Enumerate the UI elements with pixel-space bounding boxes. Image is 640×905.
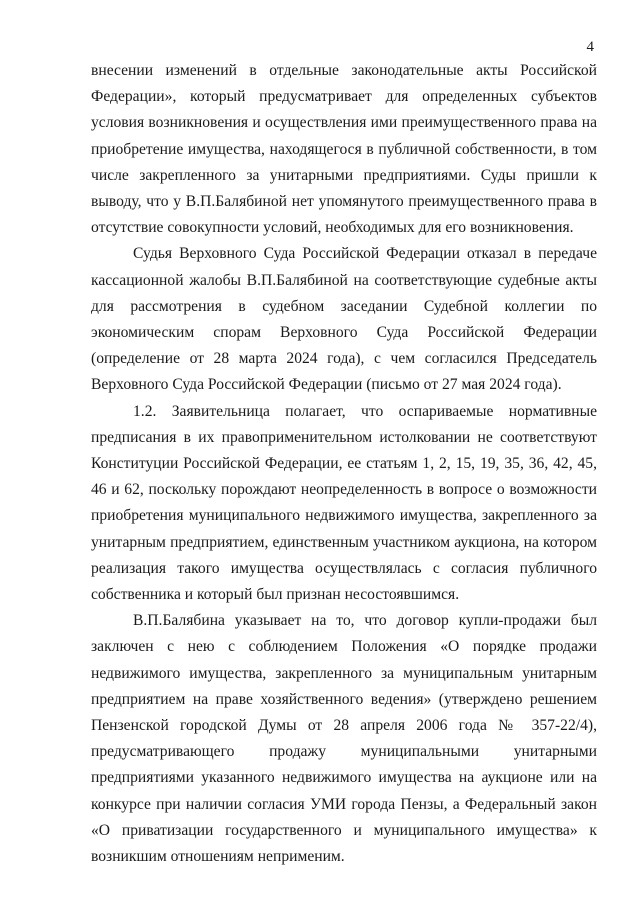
paragraph-judge-refusal: Судья Верховного Суда Российской Федерации отказал в передаче кассационной жалобы В.П.Балябиной на соответствующие судебные акты для рассмотрения в судебном заседании Судебной коллегии по экономическим спорам Верховного Суда Российской Федерации (определение от 28 марта 2024 года), с чем согласился Председатель Верховного Суда Российской Федерации (письмо от 27 мая 2024 года).: [91, 245, 597, 394]
document-body: [91, 58, 597, 870]
paragraph-continuation: внесении изменений в отдельные законодательные акты Российской Федерации», который предусматривает для определенных субъектов условия возникновения и осуществления ими преимущественного права на приобретение имущества, находящегося в публичной собственности, в том числе закрепленного за унитарными предприятиями. Суды пришли к выводу, что у В.П.Балябиной нет упомянутого преимущественного права в отсутствие совокупности условий, необходимых для его возникновения.: [91, 62, 597, 237]
paragraph-balyabina-argument: В.П.Балябина указывает на то, что договор купли-продажи был заключен с нею с соблюдением Положения «О порядке продажи недвижимого имущества, закрепленного за муниципальным унитарным предприятием на праве хозяйственного ведения» (утверждено решением Пензенской городской Думы от 28 апреля 2006 года № 357-22/4), предусматривающего продажу муниципальными унитарными предприятиями указанного недвижимого имущества на аукционе или на конкурсе при наличии согласия УМИ города Пензы, а Федеральный закон «О приватизации государственного и муниципального имущества» к возникшим отношениям неприменим.: [91, 612, 597, 866]
page-number: 4: [586, 39, 594, 55]
paragraph-section-1-2: 1.2. Заявительница полагает, что оспариваемые нормативные предписания в их правоприменительном истолковании не соответствуют Конституции Российской Федерации, ее статьям 1, 2, 15, 19, 35, 36, 42, 45, 46 и 62, поскольку порождают неопределенность в вопросе о возможности приобретения муниципального недвижимого имущества, закрепленного за унитарным предприятием, единственным участником аукциона, на котором реализация такого имущества осуществлялась с согласия публичного собственника и который был признан несостоявшимся.: [91, 402, 597, 604]
